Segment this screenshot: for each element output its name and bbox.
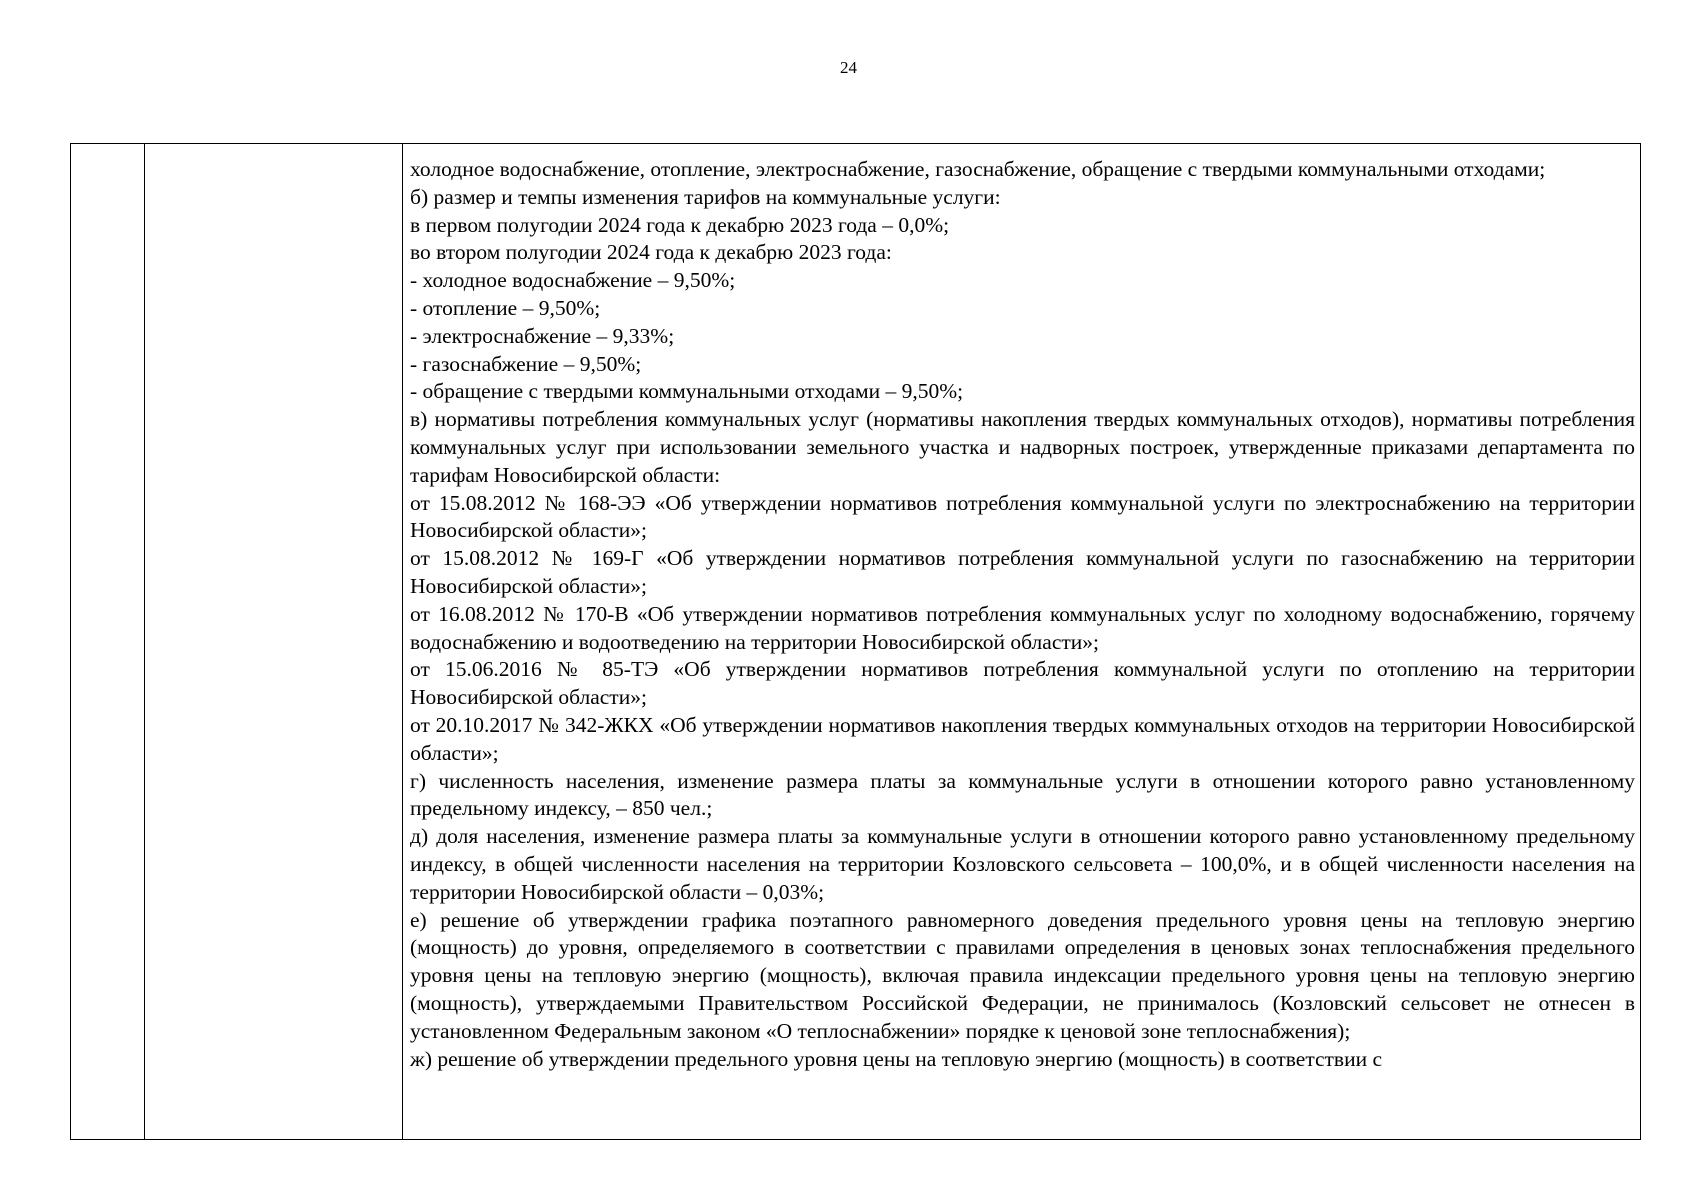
content-table xyxy=(70,143,1641,1140)
paragraph: в первом полугодии 2024 года к декабрю 2023 года – 0,0%; xyxy=(410,212,950,237)
paragraph: б) размер и темпы изменения тарифов на коммунальные услуги: xyxy=(410,184,1001,209)
paragraph: ж) решение об утверждении предельного уровня цены на тепловую энергию (мощность) в соответствии с xyxy=(410,1046,1383,1071)
paragraph: д) доля населения, изменение размера платы за коммунальные услуги в отношении которого равно установленному предельному индексу, в общей численности населения на территории Козловского сельсовета – 100,0%, и в общей численности населения на территории Новосибирской области – 0,03%; xyxy=(410,824,1635,904)
table-cell-number xyxy=(71,144,145,1139)
paragraph: - холодное водоснабжение – 9,50%; xyxy=(410,268,736,293)
paragraph: в) нормативы потребления коммунальных услуг (нормативы накопления твердых коммунальных отходов), нормативы потребления коммунальных услуг при использовании земельного участка и надворных построек, утвержденные приказами департамента по тарифам Новосибирской области: xyxy=(410,407,1635,487)
table-cell-name xyxy=(145,144,403,1139)
paragraph: е) решение об утверждении графика поэтапного равномерного доведения предельного уровня цены на тепловую энергию (мощность) до уровня, определяемого в соответствии с правилами определения в ценовых зонах теплоснабжения предельного уровня цены на тепловую энергию (мощность), включая правила индексации предельного уровня цены на тепловую энергию (мощность), утверждаемыми Правительством Российской Федерации, не принималось (Козловский сельсовет не отнесен в установленном Федеральным законом «О теплоснабжении» порядке к ценовой зоне теплоснабжения); xyxy=(410,907,1635,1043)
paragraph: - отопление – 9,50%; xyxy=(410,295,601,320)
paragraph: - газоснабжение – 9,50%; xyxy=(410,351,642,376)
paragraph: во втором полугодии 2024 года к декабрю 2023 года: xyxy=(410,240,892,265)
table-cell-content xyxy=(403,144,1640,1139)
paragraph: холодное водоснабжение, отопление, электроснабжение, газоснабжение, обращение с твердыми коммунальными отходами; xyxy=(410,157,1546,181)
paragraph: от 20.10.2017 № 342-ЖКХ «Об утверждении нормативов накопления твердых коммунальных отходов на территории Новосибирской области»; xyxy=(410,712,1635,765)
paragraph: - обращение с твердыми коммунальными отходами – 9,50%; xyxy=(410,379,964,404)
paragraph: - электроснабжение – 9,33%; xyxy=(410,323,675,348)
page-number: 24 xyxy=(840,58,857,77)
paragraph: от 15.06.2016 № 85-ТЭ «Об утверждении нормативов потребления коммунальной услуги по отоплению на территории Новосибирской области»; xyxy=(410,657,1635,710)
paragraph: от 15.08.2012 № 169-Г «Об утверждении нормативов потребления коммунальной услуги по газоснабжению на территории Новосибирской области»; xyxy=(410,546,1635,598)
paragraph: от 15.08.2012 № 168-ЭЭ «Об утверждении нормативов потребления коммунальной услуги по электроснабжению на территории Новосибирской области»; xyxy=(410,490,1635,543)
paragraph: от 16.08.2012 № 170-В «Об утверждении нормативов потребления коммунальных услуг по холодному водоснабжению, горячему водоснабжению и водоотведению на территории Новосибирской области»; xyxy=(410,601,1635,654)
paragraph: г) численность населения, изменение размера платы за коммунальные услуги в отношении которого равно установленному предельному индексу, – 850 чел.; xyxy=(410,768,1635,821)
